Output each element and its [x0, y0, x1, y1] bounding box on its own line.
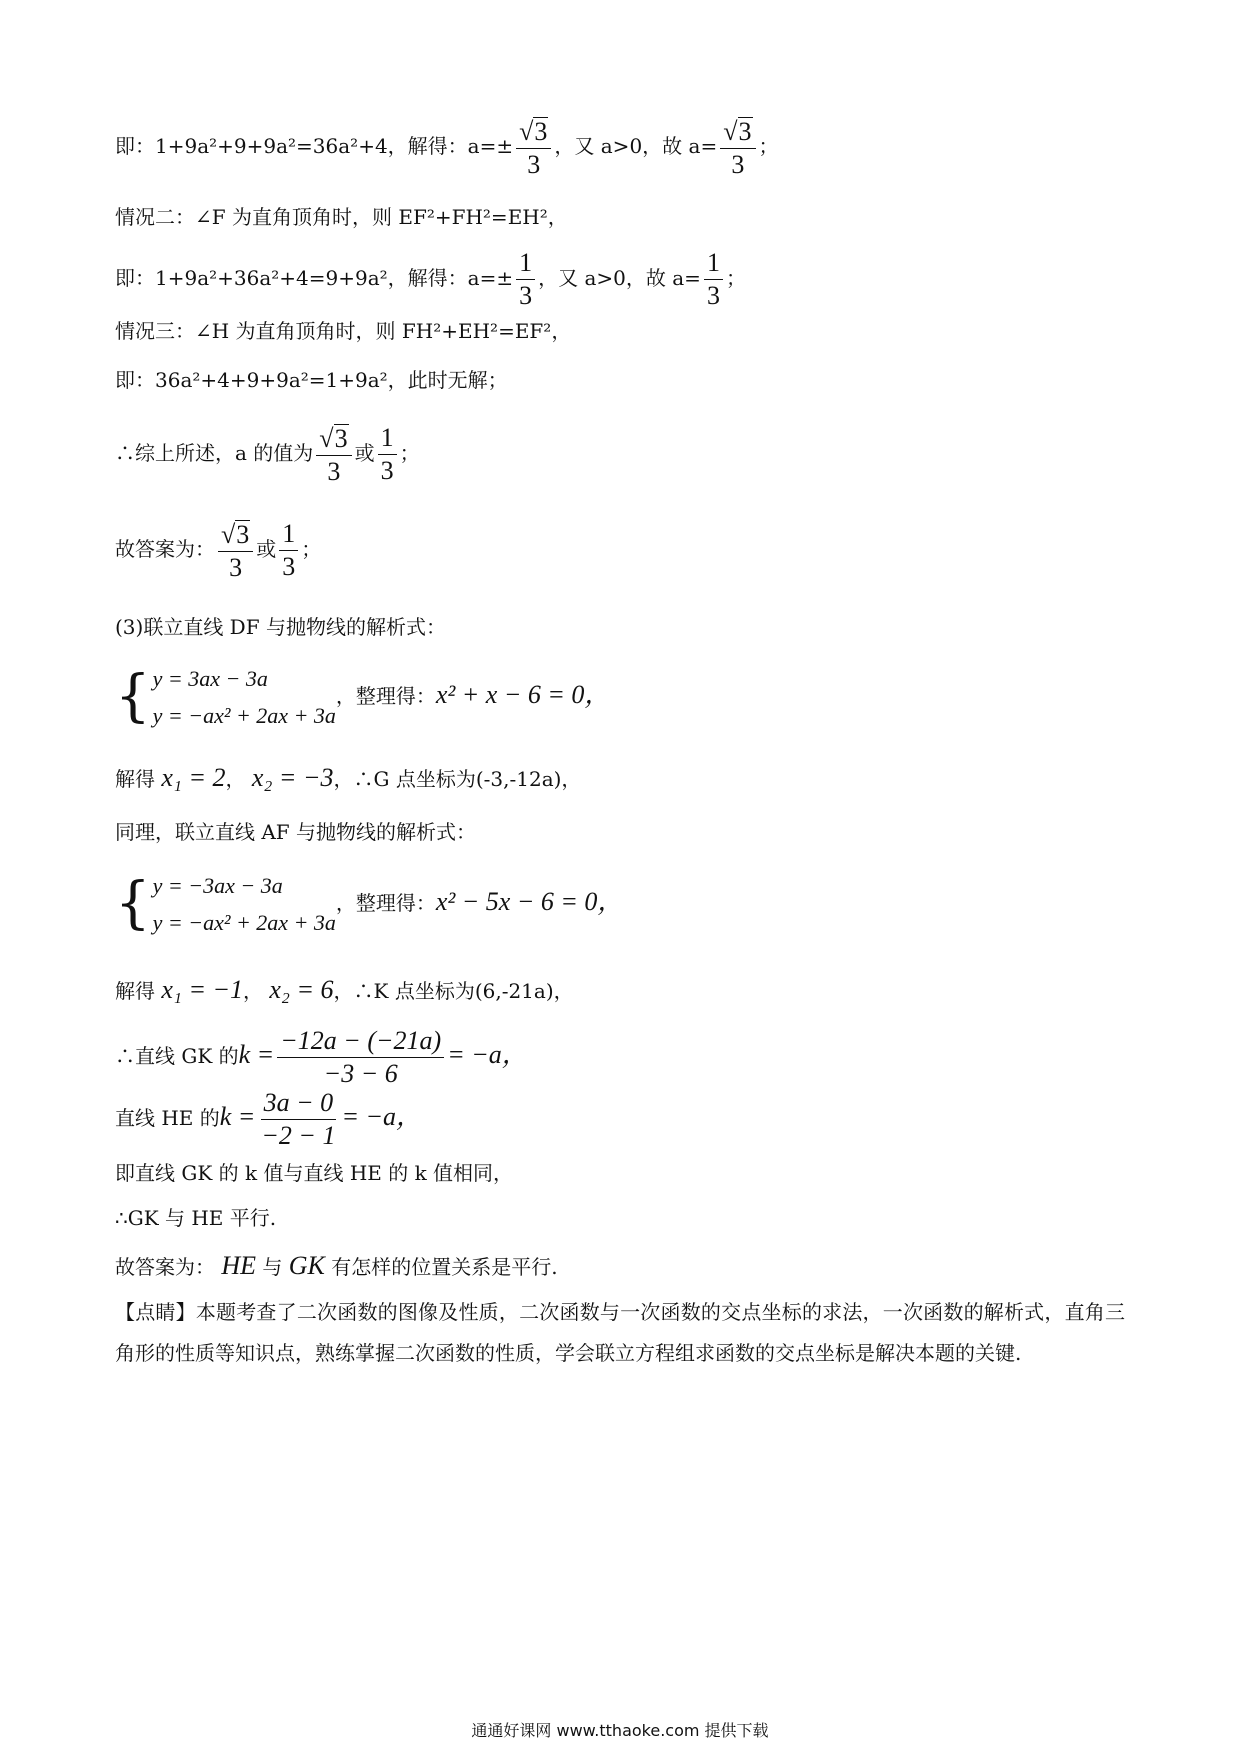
- slope-he-line: 直线 HE 的k = $\frac{3a - 0}{-2 - 1}$ = −a，: [115, 1088, 423, 1150]
- text: ，又 a>0，故 a=: [554, 134, 718, 158]
- fraction-sqrt3-over-3: √ 3 3: [316, 424, 351, 485]
- case-three-heading: 情况三：∠H 为直角顶角时，则 FH²+EH²=EF²，: [115, 319, 572, 343]
- simplified-equation: x² − 5x − 6 = 0，: [435, 886, 624, 916]
- key-point-note: 【点睛】本题考查了二次函数的图像及性质，二次函数与一次函数的交点坐标的求法，一次函数的解析式，直角三角形的性质等知识点，熟练掌握二次函数的性质，学会联立方程组求函数的交点坐标是解决本题的关键.: [115, 1300, 1125, 1365]
- case-three-equation-line: 即：36a²+4+9+9a²=1+9a²，此时无解；: [115, 368, 508, 392]
- fraction-sqrt3-over-3: √ 3 3: [516, 117, 551, 178]
- fraction-1-over-3: $\frac{1}{3}$: [704, 250, 723, 309]
- solution-g-line: 解得 x₁ = 2， x₂ = −3，∴G 点坐标为(-3,-12a)，: [115, 763, 582, 792]
- final-answer-line: 故答案为： HE 与 GK 有怎样的位置关系是平行.: [115, 1251, 558, 1280]
- system-equation: y = −3ax − 3a: [152, 873, 283, 898]
- part-three-heading: (3)联立直线 DF 与抛物线的解析式：: [115, 615, 446, 639]
- fraction-1-over-3: $\frac{1}{3}$: [279, 521, 298, 580]
- text: 即：1+9a²+9+9a²=36a²+4，解得：a=±: [115, 134, 514, 158]
- equation-system-df: { y = 3ax − 3a y = −ax² + 2ax + 3a ，整理得：x² + x − 6 = 0，: [115, 660, 610, 735]
- fraction-1-over-3: $\frac{1}{3}$: [378, 425, 397, 484]
- system-equation: y = −ax² + 2ax + 3a: [152, 703, 336, 729]
- slope-he-fraction: $\frac{3a - 0}{-2 - 1}$: [261, 1088, 336, 1150]
- summary-line: ∴综上所述，a 的值为 √ 3 3 或 $\frac{1}{3}$ ；: [115, 423, 420, 486]
- equation-system-af: { y = −3ax − 3a y = −ax² + 2ax + 3a ，整理得：x² − 5x − 6 = 0，: [115, 867, 623, 942]
- fraction-sqrt3-over-3: √ 3 3: [218, 520, 253, 581]
- page-footer: 通通好课网 www.tthaoke.com 提供下载: [471, 1721, 769, 1740]
- slope-comparison-line: 即直线 GK 的 k 值与直线 HE 的 k 值相同，: [115, 1161, 514, 1185]
- system-equation: y = −ax² + 2ax + 3a: [152, 910, 336, 936]
- fraction-1-over-3: $\frac{1}{3}$: [516, 250, 535, 309]
- answer-line-part2: 故答案为： √ 3 3 或 $\frac{1}{3}$ ；: [115, 519, 322, 582]
- system-equation: y = 3ax − 3a: [152, 666, 268, 691]
- fraction-sqrt3-over-3: √ 3 3: [720, 117, 755, 178]
- case-two-equation-line: 即：1+9a²+36a²+4=9+9a²，解得：a=± $\frac{1}{3}$ ，又 a>0，故 a= $\frac{1}{3}$ ；: [115, 248, 746, 310]
- solution-k-line: 解得 x₁ = −1， x₂ = 6，∴K 点坐标为(6,-21a)，: [115, 975, 574, 1004]
- parallel-conclusion-line: ∴GK 与 HE 平行.: [115, 1206, 277, 1230]
- slope-gk-line: ∴直线 GK 的k = $\frac{-12a - (-21a)}{-3 - 6}$ = −a，: [115, 1026, 528, 1088]
- af-system-heading: 同理，联立直线 AF 与抛物线的解析式：: [115, 820, 477, 844]
- simplified-equation: x² + x − 6 = 0，: [435, 679, 611, 709]
- case-two-heading: 情况二：∠F 为直角顶角时，则 EF²+FH²=EH²，: [115, 205, 568, 229]
- slope-gk-fraction: $\frac{-12a - (-21a)}{-3 - 6}$: [277, 1028, 444, 1087]
- case-one-equation-line: 即：1+9a²+9+9a²=36a²+4，解得：a=± √ 3 3 ，又 a>0，故 a= √ 3 3 ；: [115, 117, 779, 179]
